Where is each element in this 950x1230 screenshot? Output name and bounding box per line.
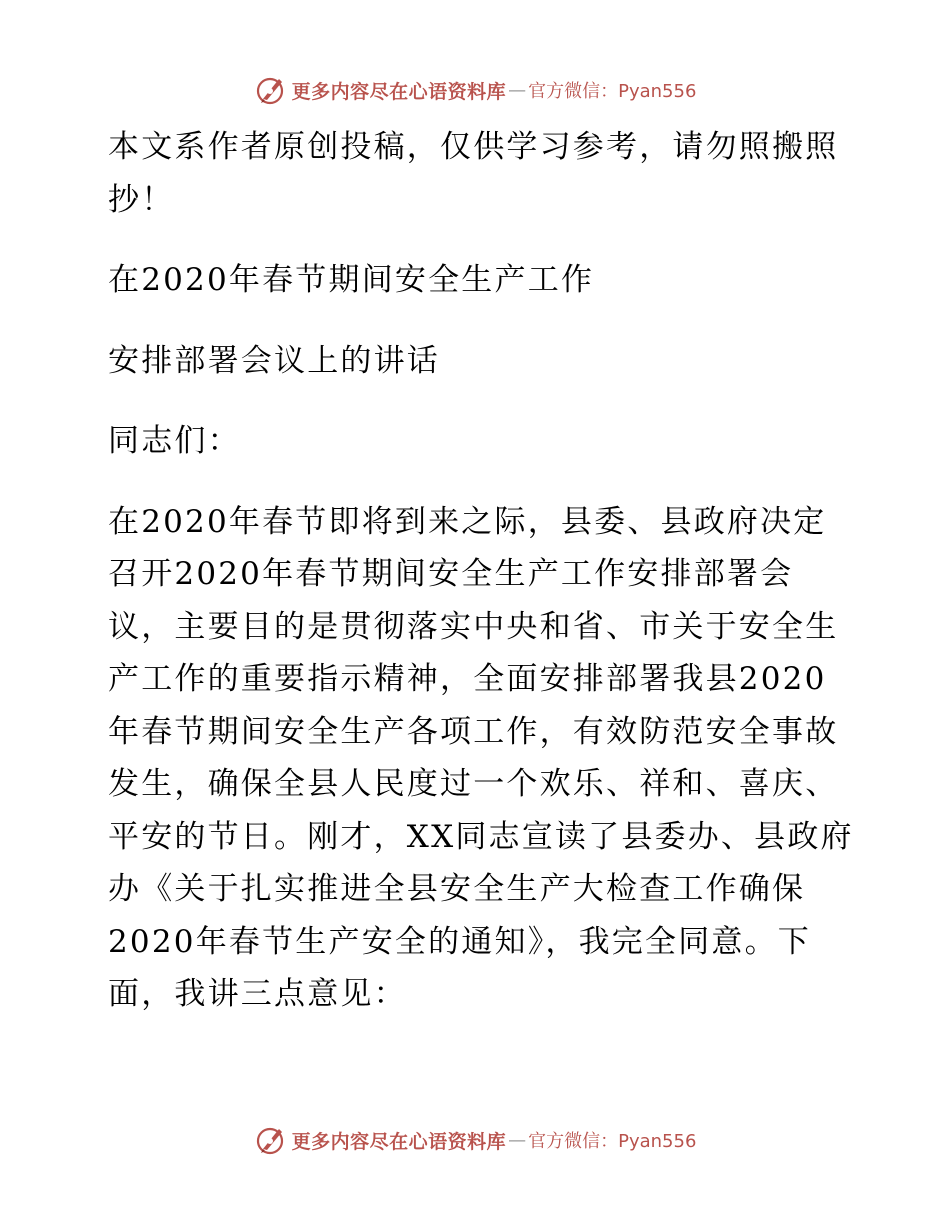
- quill-pen-circle-icon: [254, 1123, 288, 1157]
- watermark-banner-bottom: [0, 1120, 950, 1160]
- watermark-banner-top: [0, 70, 950, 110]
- title-line-1: 在2020年春节期间安全生产工作: [108, 262, 595, 298]
- title-line-2: 安排部署会议上的讲话: [108, 342, 440, 379]
- watermark-site-text: 更多内容尽在心语资料库: [291, 1130, 507, 1153]
- watermark-separator: —: [508, 79, 527, 101]
- watermark-wechat-text: 官方微信：Pyan556: [528, 1131, 697, 1152]
- watermark-separator: —: [508, 1129, 527, 1151]
- body-paragraph: 在2020年春节即将到来之际，县委、县政府决定召开2020年春节期间安全生产工作安排部署会议，主要目的是贯彻落实中央和省、市关于安全生产工作的重要指示精神，全面安排部署我县2020年春节期间安全生产各项工作，有效防范安全事故发生，确保全县人民度过一个欢乐、祥和、喜庆、平安的节日。刚才，XX同志宣读了县委办、县政府办《关于扎实推进全县安全生产大检查工作确保2020年春节生产安全的通知》，我完全同意。下面，我讲三点意见：: [108, 503, 854, 1012]
- watermark-wechat-text: 官方微信：Pyan556: [528, 81, 697, 102]
- watermark-site-text: 更多内容尽在心语资料库: [291, 80, 507, 103]
- author-notice: 本文系作者原创投稿，仅供学习参考，请勿照搬照抄！: [108, 129, 839, 218]
- quill-pen-circle-icon: [254, 73, 288, 107]
- document-body: [98, 121, 858, 1021]
- salutation: 同志们：: [108, 423, 241, 459]
